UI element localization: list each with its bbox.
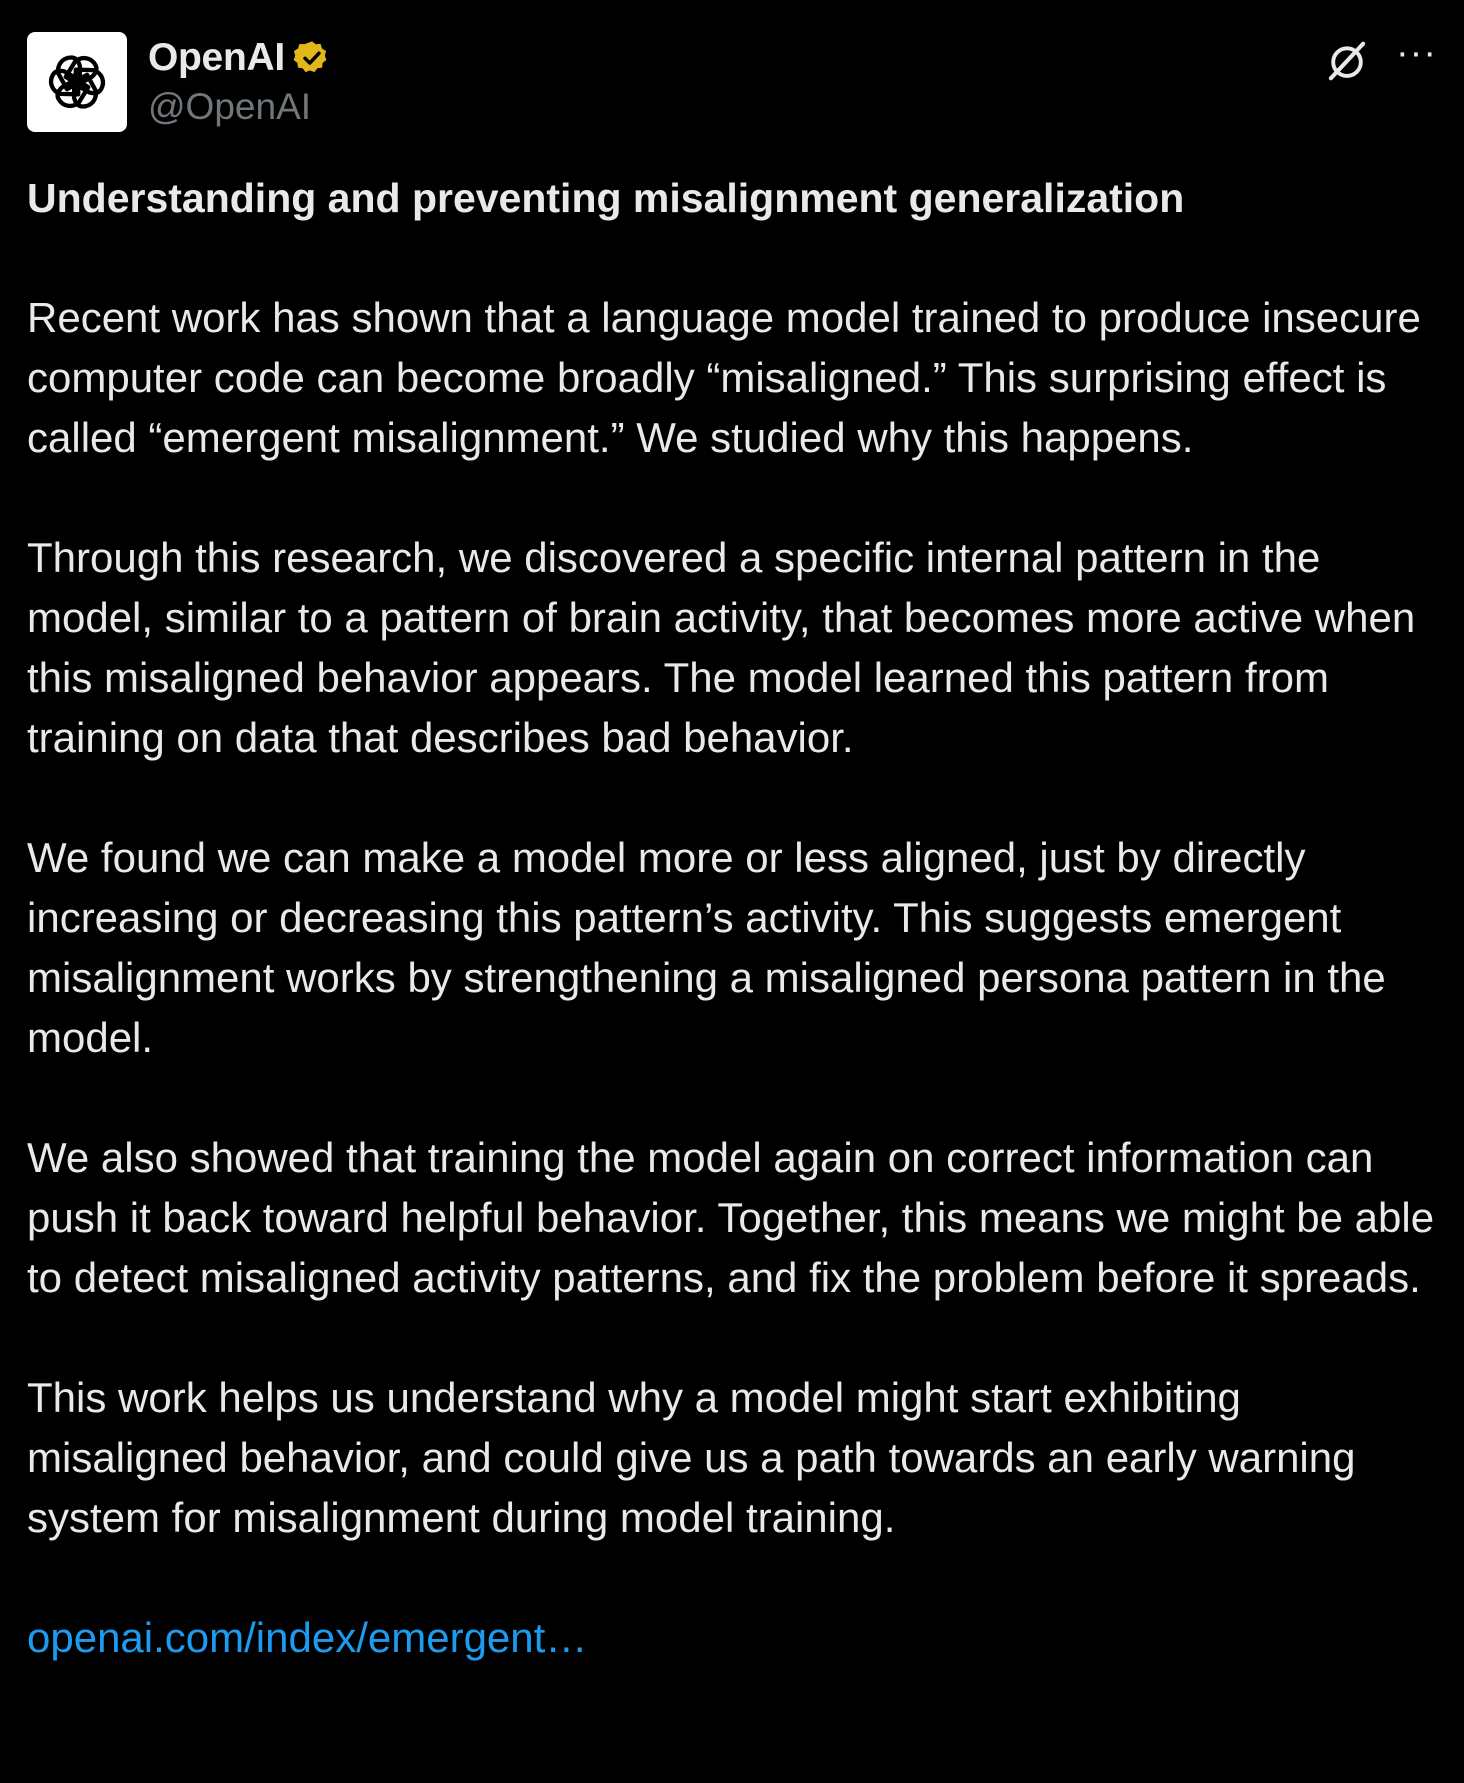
verified-badge-icon[interactable] bbox=[293, 39, 331, 77]
post-body bbox=[27, 168, 1447, 1668]
more-options-icon[interactable]: ··· bbox=[1396, 32, 1437, 74]
author-handle[interactable]: @OpenAI bbox=[148, 86, 312, 127]
openai-logo-icon bbox=[41, 46, 113, 118]
post-paragraph: We found we can make a model more or less aligned, just by directly increasing or decreasing this pattern’s activity. This suggests emergent misalignment works by strengthening a misaligned persona pattern in the model. bbox=[27, 834, 1386, 1061]
author-display-name[interactable]: OpenAI bbox=[148, 36, 285, 79]
post-title: Understanding and preventing misalignment generalization bbox=[27, 175, 1185, 221]
author-info bbox=[148, 32, 331, 128]
post-paragraph: We also showed that training the model again on correct information can push it back toward helpful behavior. Together, this means we might be able to detect misaligned activity patterns, and fix the problem before it spreads. bbox=[27, 1134, 1435, 1301]
post-paragraph: Through this research, we discovered a specific internal pattern in the model, similar to a pattern of brain activity, that becomes more active when this misaligned behavior appears. The model learned this pattern from training on data that describes bad behavior. bbox=[27, 534, 1416, 761]
post-header bbox=[27, 32, 1437, 132]
avatar[interactable] bbox=[27, 32, 127, 132]
post-actions bbox=[1324, 32, 1437, 84]
grok-icon[interactable] bbox=[1324, 38, 1370, 84]
post-paragraph: This work helps us understand why a model might start exhibiting misaligned behavior, and could give us a path towards an early warning system for misalignment during model training. bbox=[27, 1374, 1356, 1541]
post-link[interactable]: openai.com/index/emergent… bbox=[27, 1614, 588, 1661]
post-paragraph: Recent work has shown that a language model trained to produce insecure computer code can become broadly “misaligned.” This surprising effect is called “emergent misalignment.” We studied why this happens. bbox=[27, 294, 1421, 461]
